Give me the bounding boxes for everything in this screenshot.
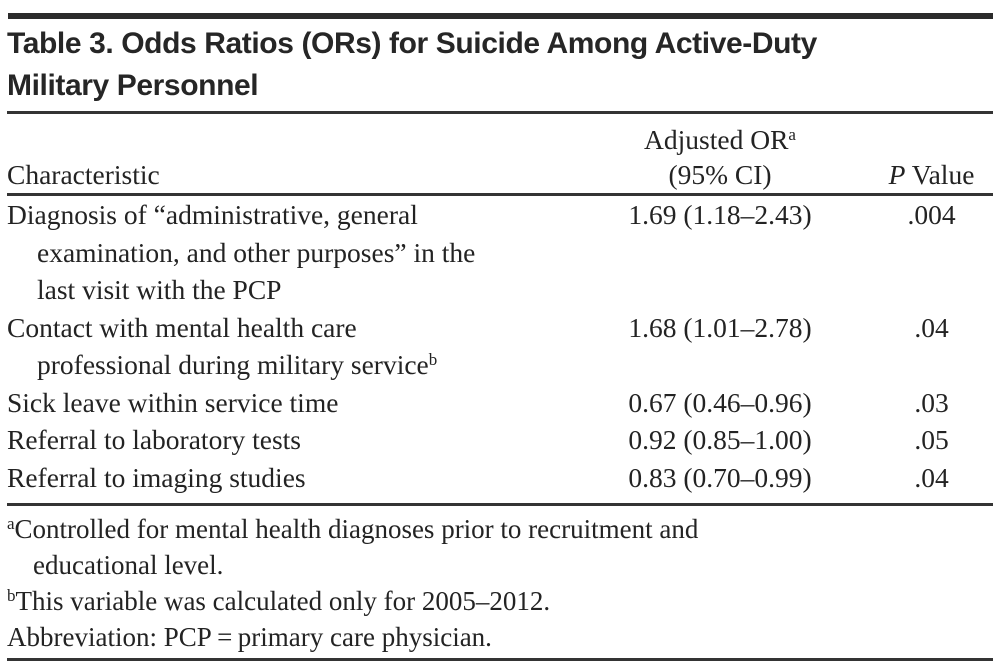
top-rule-bar (8, 13, 993, 19)
table-row (0, 196, 1000, 309)
or-ci-cell: 0.83 (0.70–0.99) (628, 461, 812, 493)
p-value-cell: .04 (914, 311, 949, 343)
characteristic-line: Diagnosis of “administrative, general (7, 199, 418, 230)
characteristic-line: last visit with the PCP (37, 274, 282, 305)
footnote-line: $^a$Controlled for mental health diagnoses prior to recruitment and (7, 514, 699, 544)
characteristic-cell (0, 196, 570, 309)
characteristic-cell (0, 309, 570, 384)
p-value-cell: .04 (914, 461, 949, 493)
footnote-line: Abbreviation: PCP = primary care physician. (7, 622, 492, 652)
or-ci-cell: 0.67 (0.46–0.96) (628, 386, 812, 418)
footnote-marker-a: a (7, 514, 15, 533)
table-title-line: Table 3. Odds Ratios (ORs) for Suicide Among Active-Duty (7, 27, 817, 60)
table-row (0, 459, 1000, 497)
characteristic-cell (0, 384, 570, 422)
footnote-marker-a: a (788, 125, 796, 144)
title-divider (7, 111, 993, 114)
adjusted-or-header (570, 122, 870, 192)
characteristic-line: examination, and other purposes” in the (37, 236, 476, 268)
footnote-marker-b: b (428, 350, 438, 369)
characteristic-cell (0, 421, 570, 459)
column-header-row (0, 116, 1000, 192)
characteristic-line: Referral to imaging studies (7, 461, 306, 493)
or-ci-cell: 1.68 (1.01–2.78) (628, 311, 812, 343)
table-title-line: Military Personnel (7, 69, 259, 102)
table-row (0, 309, 1000, 384)
footnote-line: $^b$This variable was calculated only for 2005–2012. (7, 586, 551, 616)
p-value-cell: .03 (914, 386, 949, 418)
characteristic-header (0, 157, 570, 192)
characteristic-line: Sick leave within service time (7, 386, 339, 418)
footnote-marker-b: b (7, 586, 16, 605)
p-value-header-value: Value (911, 159, 975, 190)
characteristic-line: Contact with mental health care (7, 311, 357, 343)
characteristic-cell (0, 459, 570, 497)
body-divider (7, 503, 993, 506)
p-value-cell: .004 (907, 199, 956, 230)
p-value-cell: .05 (914, 424, 949, 455)
characteristic-header-label: Characteristic (7, 159, 160, 190)
bottom-divider (7, 658, 993, 661)
characteristic-line: Referral to laboratory tests (7, 424, 301, 455)
table-body (0, 196, 1000, 496)
table-title (7, 23, 817, 107)
adjusted-or-header-line2: (95% CI) (668, 159, 772, 190)
p-value-header-p: P (888, 159, 906, 190)
or-ci-cell: 1.69 (1.18–2.43) (628, 199, 812, 230)
footnotes (7, 511, 993, 655)
p-value-header (870, 157, 993, 192)
table-row (0, 421, 1000, 459)
table-row (0, 384, 1000, 422)
footnote-line: educational level. (33, 550, 224, 580)
or-ci-cell: 0.92 (0.85–1.00) (628, 424, 812, 455)
characteristic-line: professional during military service$^b$ (37, 349, 438, 380)
adjusted-or-label: Adjusted OR (644, 124, 789, 155)
adjusted-or-header-line1 (570, 122, 870, 157)
